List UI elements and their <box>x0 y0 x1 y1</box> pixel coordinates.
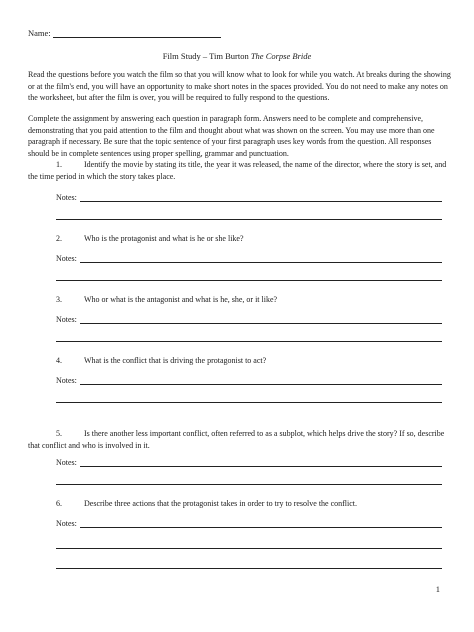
notes-line[interactable] <box>80 466 442 467</box>
notes-line[interactable] <box>56 548 442 549</box>
notes-line[interactable] <box>56 568 442 569</box>
question-text: Is there another less important conflict, often referred to as a subplot, which helps drive the story? If so, describe that conflict and who is involved in it. <box>28 429 445 450</box>
question-number: 3. <box>56 295 62 304</box>
notes-label: Notes: <box>56 376 77 385</box>
notes-line[interactable] <box>56 341 442 342</box>
notes-line[interactable] <box>56 280 442 281</box>
question-number: 4. <box>56 356 62 365</box>
instructions-paragraph-2: Complete the assignment by answering each question in paragraph form. Answers need to be complete and comprehensive, demonstrating that you paid attention to the film and thought about what was shown on the screen. You may use more than one paragraph if necessary. Be sure that the topic sentence of your first paragraph uses key words from the question. All responses should be in complete sentences using proper spelling, grammar and punctuation. <box>28 114 435 158</box>
notes-line[interactable] <box>56 484 442 485</box>
notes-line[interactable] <box>80 323 442 324</box>
name-field-line[interactable] <box>53 37 221 38</box>
notes-line[interactable] <box>80 201 442 202</box>
notes-line[interactable] <box>56 219 442 220</box>
question-text: Who or what is the antagonist and what is he, she, or it like? <box>84 295 278 304</box>
question-text: Who is the protagonist and what is he or she like? <box>84 234 244 243</box>
name-label: Name: <box>28 28 51 38</box>
notes-label: Notes: <box>56 458 77 467</box>
notes-label: Notes: <box>56 519 77 528</box>
title-prefix: Film Study – Tim Burton <box>162 51 251 61</box>
question-number: 5. <box>56 429 62 438</box>
instructions-paragraph-1: Read the questions before you watch the film so that you will know what to look for while you watch. At breaks during the showing or at the film's end, you will have an opportunity to make short notes in the spaces provided. You do not need to make any notes on the worksheet, but after the film is over, you will be required to fully respond to the questions. <box>28 70 451 103</box>
notes-line[interactable] <box>80 384 442 385</box>
question-text: What is the conflict that is driving the protagonist to act? <box>84 356 267 365</box>
question-number: 6. <box>56 499 62 508</box>
page-title <box>0 51 474 61</box>
question-number: 2. <box>56 234 62 243</box>
question-text: Describe three actions that the protagonist takes in order to try to resolve the conflict. <box>84 499 358 508</box>
notes-label: Notes: <box>56 193 77 202</box>
film-title: The Corpse Bride <box>250 51 312 61</box>
question-text: Identify the movie by stating its title, the year it was released, the name of the director, where the story is set, and the time period in which the story takes place. <box>28 160 447 181</box>
notes-label: Notes: <box>56 315 77 324</box>
page-number: 1 <box>435 584 440 594</box>
notes-label: Notes: <box>56 254 77 263</box>
notes-line[interactable] <box>80 262 442 263</box>
question-number: 1. <box>56 160 62 169</box>
notes-line[interactable] <box>56 402 442 403</box>
notes-line[interactable] <box>80 527 442 528</box>
